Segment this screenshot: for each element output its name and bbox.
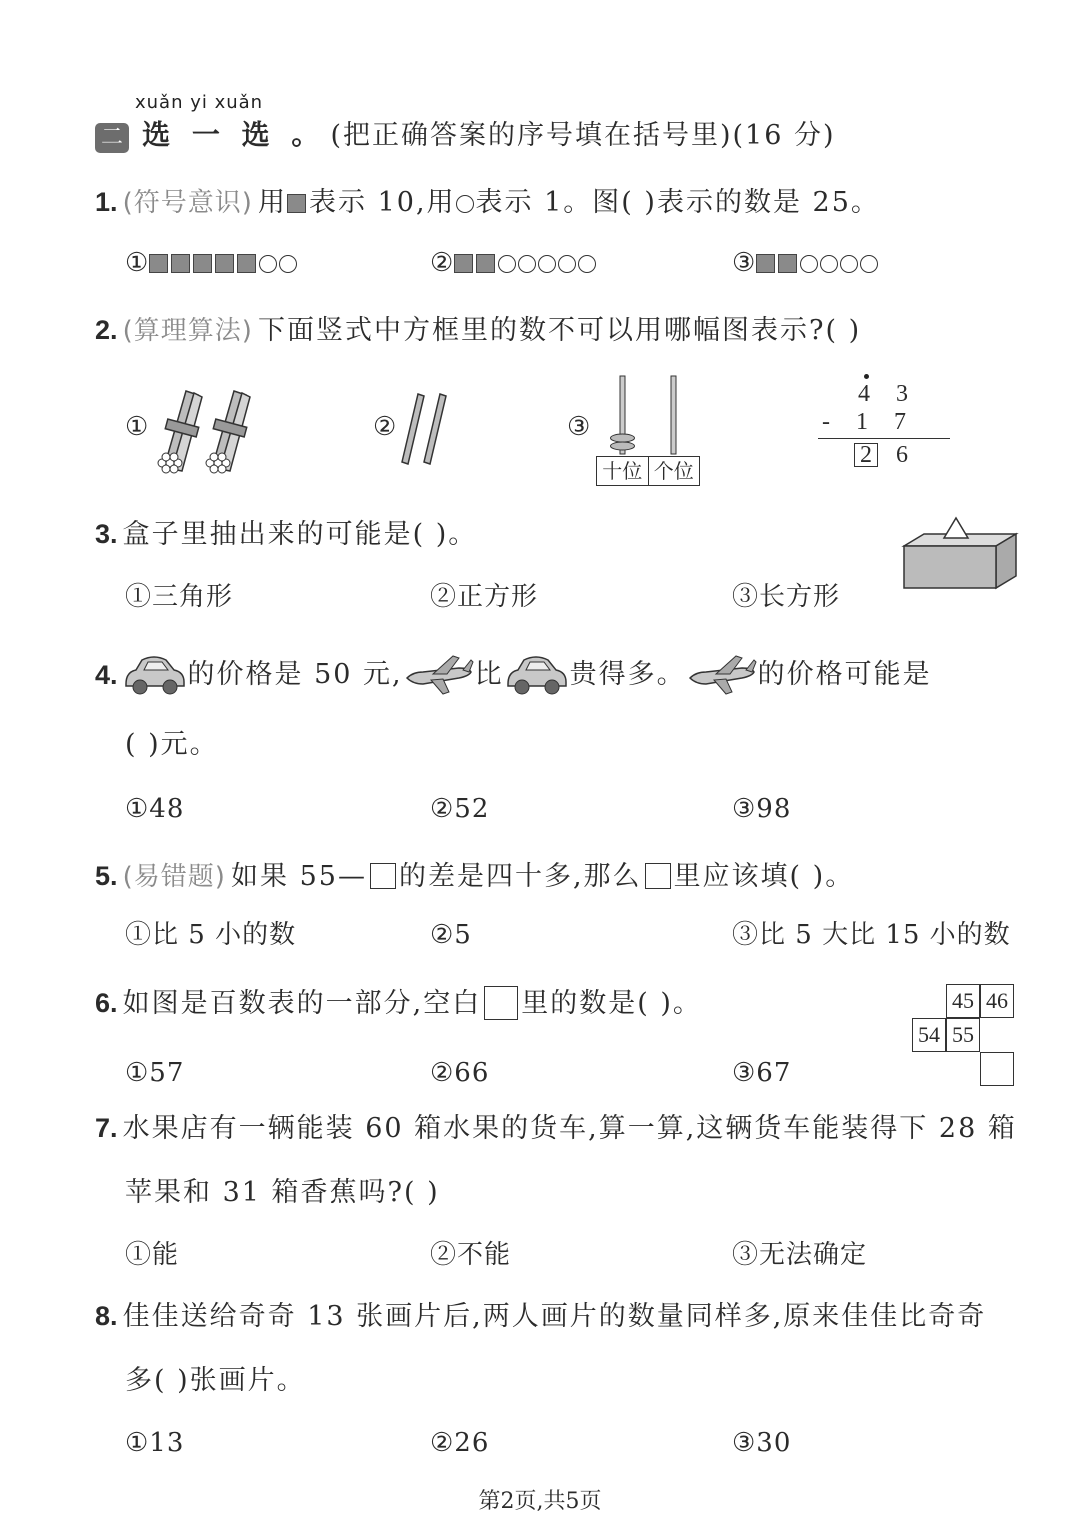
question-number: 1.	[95, 187, 118, 217]
question-text: 里应该填( )。	[673, 861, 855, 892]
circle-icon	[279, 255, 297, 273]
vertical-subtraction	[818, 380, 950, 469]
question-number: 3.	[95, 519, 118, 549]
option-label: ③	[567, 412, 592, 442]
q2-option-1[interactable]	[125, 410, 149, 444]
q5-option-3[interactable]: ③比 5 大比 15 小的数	[732, 920, 1011, 950]
tens-place-label: 十位	[597, 457, 649, 485]
minuend: 4 3	[858, 381, 918, 407]
square-icon	[193, 254, 212, 273]
section-instruction: (把正确答案的序号填在括号里)(16 分)	[330, 120, 836, 151]
question-number: 2.	[95, 315, 118, 345]
hundred-chart-fragment	[910, 984, 1020, 1092]
question-text: 如图是百数表的一部分,空白	[122, 988, 482, 1019]
circle-icon	[259, 255, 277, 273]
blank-box	[645, 863, 671, 889]
answer-box: 2	[854, 443, 878, 467]
toy-plane-icon	[686, 654, 758, 696]
section-heading	[95, 118, 836, 153]
question-5	[95, 856, 854, 894]
blank-box	[370, 863, 396, 889]
question-tag: (算理算法)	[122, 316, 253, 346]
question-number: 4.	[95, 659, 118, 690]
option-label: ②	[373, 412, 398, 442]
question-3	[95, 518, 477, 552]
question-text: 盒子里抽出来的可能是( )。	[122, 519, 478, 550]
box-icon	[900, 516, 1020, 592]
question-text: 用	[258, 187, 288, 218]
question-7	[95, 1112, 1017, 1146]
q1-option-1[interactable]	[125, 246, 299, 280]
question-1	[95, 182, 880, 220]
q1-option-3[interactable]	[732, 246, 880, 280]
q1-option-2[interactable]	[430, 246, 598, 280]
toy-plane-icon	[403, 654, 475, 696]
borrow-dot	[864, 374, 869, 379]
q6-option-3[interactable]: ③67	[732, 1058, 792, 1088]
square-icon	[756, 254, 775, 273]
q5-option-1[interactable]: ①比 5 小的数	[125, 920, 297, 950]
circle-icon	[518, 255, 536, 273]
question-text: 表示 10,用	[309, 187, 456, 218]
q7-option-1[interactable]: ①能	[125, 1240, 180, 1270]
section-title: 选 一 选 。	[142, 118, 326, 151]
q8-option-2[interactable]: ②26	[430, 1428, 490, 1458]
q4-option-1[interactable]: ①48	[125, 794, 185, 824]
q8-option-3[interactable]: ③30	[732, 1428, 792, 1458]
circle-icon	[558, 255, 576, 273]
question-text: 的差是四十多,那么	[398, 861, 642, 892]
grid-cell: 45	[946, 984, 980, 1018]
question-text: 的价格是 50 元,	[187, 659, 403, 690]
q3-option-1[interactable]: ①三角形	[125, 582, 234, 612]
circle-icon	[498, 255, 516, 273]
question-4	[95, 654, 932, 696]
question-tag: (符号意识)	[122, 188, 253, 218]
q6-option-2[interactable]: ②66	[430, 1058, 490, 1088]
question-text: 水果店有一辆能装 60 箱水果的货车,算一算,这辆货车能装得下 28 箱	[122, 1113, 1017, 1144]
circle-icon	[456, 195, 474, 213]
question-8	[95, 1300, 986, 1334]
q2-option-2[interactable]	[373, 410, 397, 444]
q3-option-3[interactable]: ③长方形	[732, 582, 841, 612]
square-icon	[171, 254, 190, 273]
page-number: 第2页,共5页	[478, 1489, 602, 1514]
q7-option-3[interactable]: ③无法确定	[732, 1240, 868, 1270]
circle-icon	[538, 255, 556, 273]
section-badge: 二	[95, 123, 129, 153]
question-text-line2: 苹果和 31 箱香蕉吗?( )	[125, 1177, 440, 1208]
question-text: 表示 1。图( )表示的数是 25。	[475, 187, 880, 218]
q3-option-2[interactable]: ②正方形	[430, 582, 539, 612]
option-label: ②	[430, 248, 455, 278]
question-6	[95, 986, 702, 1021]
question-text-line2: ( )元。	[125, 729, 219, 760]
section-pinyin: xuǎn yi xuǎn	[135, 92, 264, 113]
q5-option-2[interactable]: ②5	[430, 920, 472, 950]
circle-icon	[800, 255, 818, 273]
answer-digit: 6	[896, 442, 908, 468]
question-text: 贵得多。	[569, 659, 686, 690]
question-2	[95, 310, 861, 348]
square-icon	[215, 254, 234, 273]
question-number: 6.	[95, 988, 118, 1018]
square-icon	[476, 254, 495, 273]
question-tag: (易错题)	[122, 862, 226, 892]
square-icon	[237, 254, 256, 273]
square-icon	[287, 194, 306, 213]
question-text: 下面竖式中方框里的数不可以用哪幅图表示?( )	[258, 315, 862, 346]
blank-box	[484, 986, 518, 1020]
q4-option-3[interactable]: ③98	[732, 794, 792, 824]
ones-place-label: 个位	[653, 459, 694, 483]
q6-option-1[interactable]: ①57	[125, 1058, 185, 1088]
q4-option-2[interactable]: ②52	[430, 794, 490, 824]
question-text: 如果 55—	[231, 861, 367, 892]
grid-cell-blank	[980, 1052, 1014, 1086]
two-sticks-icon	[398, 390, 452, 468]
question-number: 8.	[95, 1301, 118, 1331]
circle-icon	[578, 255, 596, 273]
stick-bundles-icon	[150, 383, 260, 475]
question-text: 里的数是( )。	[521, 988, 702, 1019]
square-icon	[778, 254, 797, 273]
square-icon	[149, 254, 168, 273]
question-text: 比	[474, 659, 504, 690]
abacus-icon	[596, 374, 700, 458]
option-label: ①	[125, 412, 150, 442]
grid-cell: 55	[946, 1018, 980, 1052]
grid-cell: 54	[912, 1018, 946, 1052]
circle-icon	[860, 255, 878, 273]
question-text: 的价格可能是	[757, 659, 932, 690]
toy-car-icon	[122, 654, 188, 696]
subtrahend: - 1 7	[822, 409, 916, 435]
question-number: 5.	[95, 861, 118, 891]
grid-cell: 46	[980, 984, 1014, 1018]
question-number: 7.	[95, 1113, 118, 1143]
question-text-line2: 多( )张画片。	[125, 1365, 306, 1396]
q2-option-3[interactable]	[567, 410, 591, 444]
question-text: 佳佳送给奇奇 13 张画片后,两人画片的数量同样多,原来佳佳比奇奇	[122, 1301, 987, 1332]
q7-option-2[interactable]: ②不能	[430, 1240, 512, 1270]
option-label: ③	[732, 248, 757, 278]
option-label: ①	[125, 248, 150, 278]
abacus-base	[596, 456, 700, 486]
square-icon	[454, 254, 473, 273]
toy-car-icon	[504, 654, 570, 696]
circle-icon	[840, 255, 858, 273]
q8-option-1[interactable]: ①13	[125, 1428, 185, 1458]
circle-icon	[820, 255, 838, 273]
